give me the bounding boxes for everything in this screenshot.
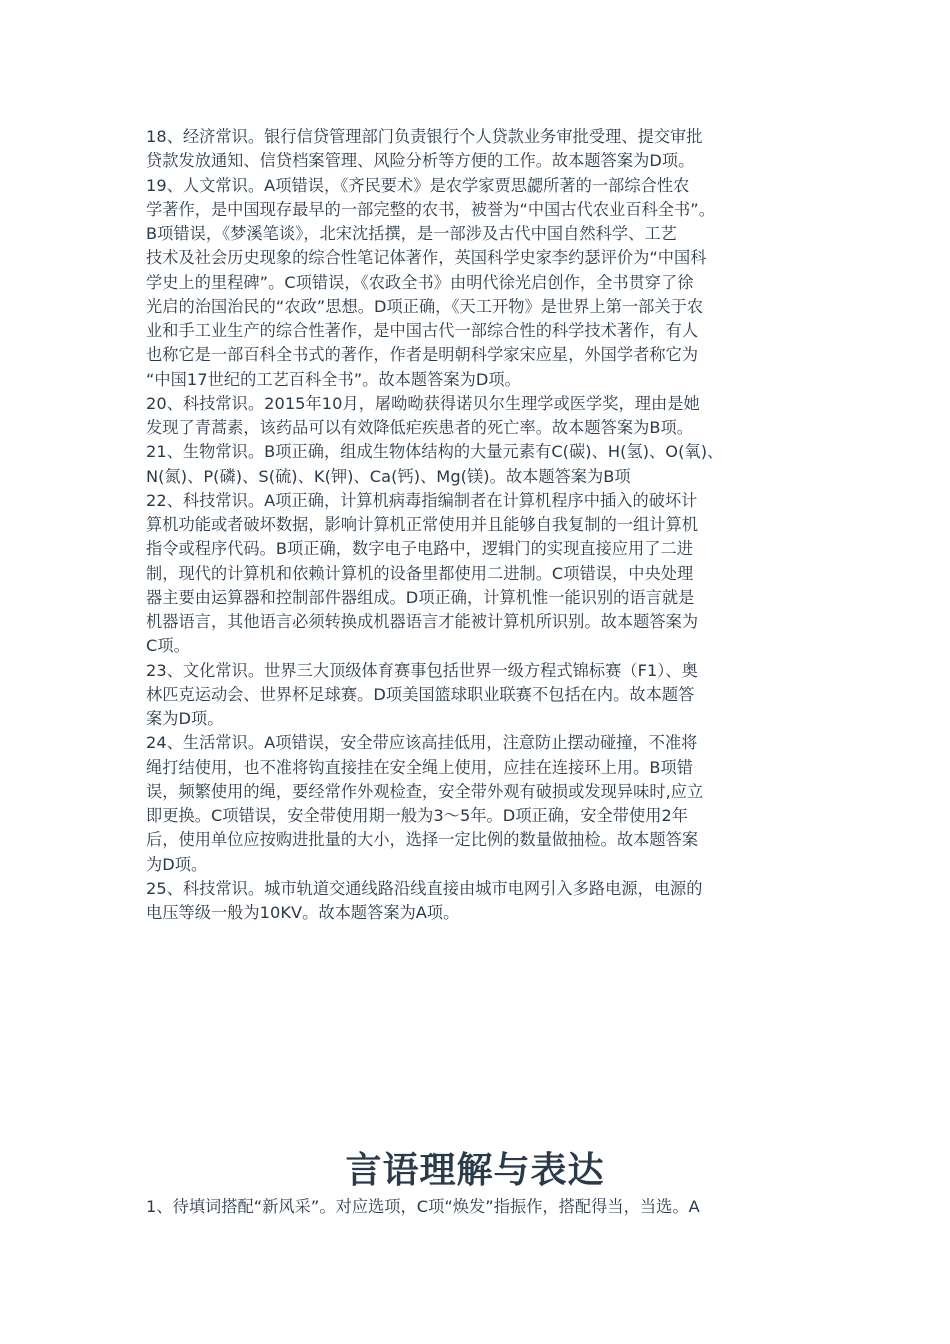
text-line: 光启的治国治民的“农政”思想。D项正确，《天工开物》是世界上第一部关于农: [146, 296, 704, 316]
text-line: 绳打结使用，也不准将钩直接挂在安全绳上使用，应挂在连接环上用。B项错: [146, 757, 693, 777]
section-title: 言语理解与表达: [345, 1150, 605, 1191]
text-line: 发现了青蒿素，该药品可以有效降低疟疾患者的死亡率。故本题答案为B项。: [146, 418, 693, 437]
text-line: 后，使用单位应按购进批量的大小，选择一定比例的数量做抽检。故本题答案: [146, 830, 699, 850]
text-line: 25、科技常识。城市轨道交通线路沿线直接由城市电网引入多路电源，电源的: [146, 878, 703, 898]
text-line: 案为D项。: [146, 709, 224, 728]
text-line: 22、科技常识。A项正确，计算机病毒指编制者在计算机程序中插入的破坏计: [146, 490, 698, 510]
text-line: 算机功能或者破坏数据，影响计算机正常使用并且能够自我复制的一组计算机: [146, 515, 699, 534]
text-line: 19、人文常识。A项错误，《齐民要术》是农学家贾思勰所著的一部综合性农: [146, 175, 690, 195]
text-line: 技术及社会历史现象的综合性笔记体著作，英国科学史家李约瑟评价为“中国科: [146, 248, 707, 268]
text-line: 23、文化常识。世界三大顶级体育赛事包括世界一级方程式锦标赛（F1）、奥: [146, 660, 698, 680]
text-line: C项。: [146, 636, 190, 656]
text-line: 电压等级一般为10KV。故本题答案为A项。: [146, 903, 460, 922]
text-line: 也称它是一部百科全书式的著作，作者是明朝科学家宋应星，外国学者称它为: [146, 345, 699, 365]
text-line: 制，现代的计算机和依赖计算机的设备里都使用二进制。C项错误，中央处理: [146, 563, 694, 583]
text-line: 指令或程序代码。B项正确，数字电子电路中，逻辑门的实现直接应用了二进: [146, 539, 693, 559]
text-line: 学史上的里程碑”。C项错误，《农政全书》由明代徐光启创作，全书贯穿了徐: [146, 272, 694, 292]
text-line: 20、科技常识。2015年10月，屠呦呦获得诺贝尔生理学或医学奖，理由是她: [146, 393, 700, 413]
text-line: 器主要由运算器和控制部件器组成。D项正确，计算机惟一能识别的语言就是: [146, 587, 695, 607]
text-line: 林匹克运动会、世界杯足球赛。D项美国篮球职业联赛不包括在内。故本题答: [146, 684, 695, 704]
text-line: B项错误，《梦溪笔谈》，北宋沈括撰，是一部涉及古代中国自然科学、工艺: [146, 224, 677, 243]
text-line: N(氮)、P(磷)、S(硫)、K(钾)、Ca(钙)、Mg(镁)。故本题答案为B项: [146, 466, 631, 486]
text-line: 21、生物常识。B项正确，组成生物体结构的大量元素有C(碳)、H(氢)、O(氧)、: [146, 442, 724, 462]
text-line: 贷款发放通知、信贷档案管理、风险分析等方便的工作。故本题答案为D项。: [146, 151, 695, 171]
text-line: 学著作，是中国现存最早的一部完整的农书，被誉为“中国古代农业百科全书”。: [146, 199, 715, 219]
text-line: 机器语言，其他语言必须转换成机器语言才能被计算机所识别。故本题答案为: [146, 612, 699, 631]
text-line: 为D项。: [146, 854, 208, 874]
text-line: 即更换。C项错误，安全带使用期一般为3～5年。D项正确，安全带使用2年: [146, 806, 689, 825]
text-line: “中国17世纪的工艺百科全书”。故本题答案为D项。: [146, 369, 521, 389]
section-first-line: 1、待填词搭配“新风采”。对应选项，C项“焕发”指振作，搭配得当，当选。A: [146, 1197, 700, 1216]
text-line: 18、经济常识。银行信贷管理部门负责银行个人贷款业务审批受理、提交审批: [146, 127, 703, 146]
text-line: 24、生活常识。A项错误，安全带应该高挂低用，注意防止摆动碰撞，不准将: [146, 733, 698, 753]
text-line: 业和手工业生产的综合性著作，是中国古代一部综合性的科学技术著作，有人: [146, 321, 699, 340]
text-line: 误，频繁使用的绳，要经常作外观检查，安全带外观有破损或发现异味时,应立: [146, 781, 704, 801]
